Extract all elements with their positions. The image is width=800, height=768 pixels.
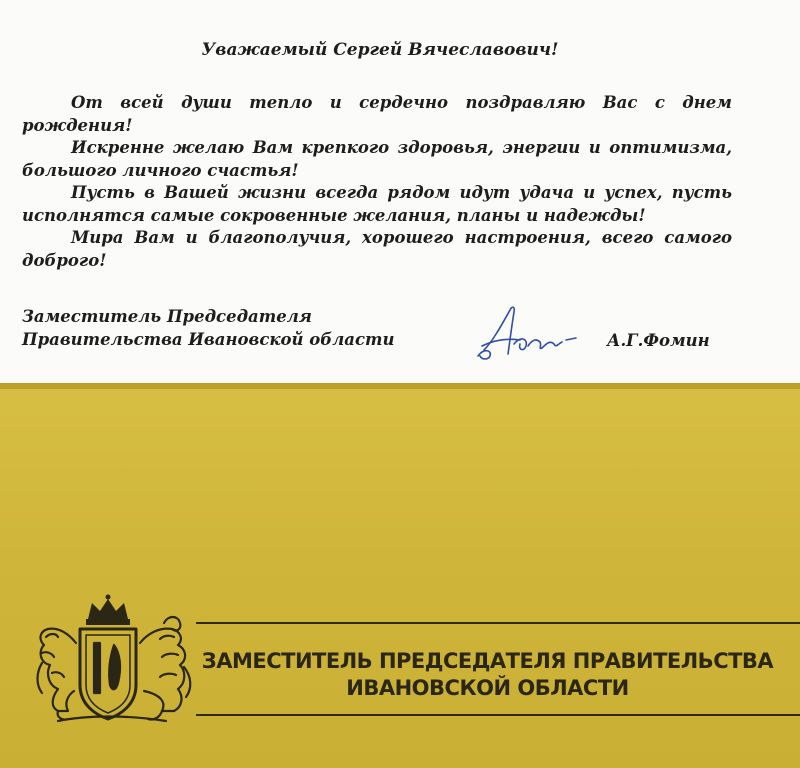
salutation: Уважаемый Сергей Вячеславович! bbox=[201, 40, 559, 60]
paragraph: Мира Вам и благополучия, хорошего настроения, всего самого доброго! bbox=[22, 228, 732, 270]
paragraph: Искренне желаю Вам крепкого здоровья, энергии и оптимизма, большого личного счастья! bbox=[22, 138, 732, 180]
folder-title bbox=[200, 648, 775, 702]
folder-title-line: ЗАМЕСТИТЕЛЬ ПРЕДСЕДАТЕЛЯ ПРАВИТЕЛЬСТВА bbox=[201, 649, 774, 673]
fold-line bbox=[0, 383, 800, 389]
letter-body bbox=[22, 92, 732, 272]
paragraph: От всей души тепло и сердечно поздравляю Вас с днем рождения! bbox=[22, 93, 732, 135]
signatory-title-line: Заместитель Председателя bbox=[22, 307, 312, 326]
signatory-name: А.Г.Фомин bbox=[607, 331, 710, 350]
letter-sheet bbox=[0, 0, 800, 383]
folder-cover bbox=[0, 383, 800, 768]
emblem-divider-bottom bbox=[196, 714, 800, 716]
signatory-title-line: Правительства Ивановской области bbox=[22, 329, 395, 349]
emblem-divider-top bbox=[196, 622, 800, 624]
paragraph: Пусть в Вашей жизни всегда рядом идут удача и успех, пусть исполнятся самые сокровенные желания, планы и надежды! bbox=[22, 183, 732, 225]
handwritten-signature-icon bbox=[470, 300, 590, 366]
signatory-title bbox=[22, 306, 394, 351]
coat-of-arms-icon bbox=[28, 593, 196, 725]
folder-title-line: ИВАНОВСКОЙ ОБЛАСТИ bbox=[346, 676, 629, 700]
